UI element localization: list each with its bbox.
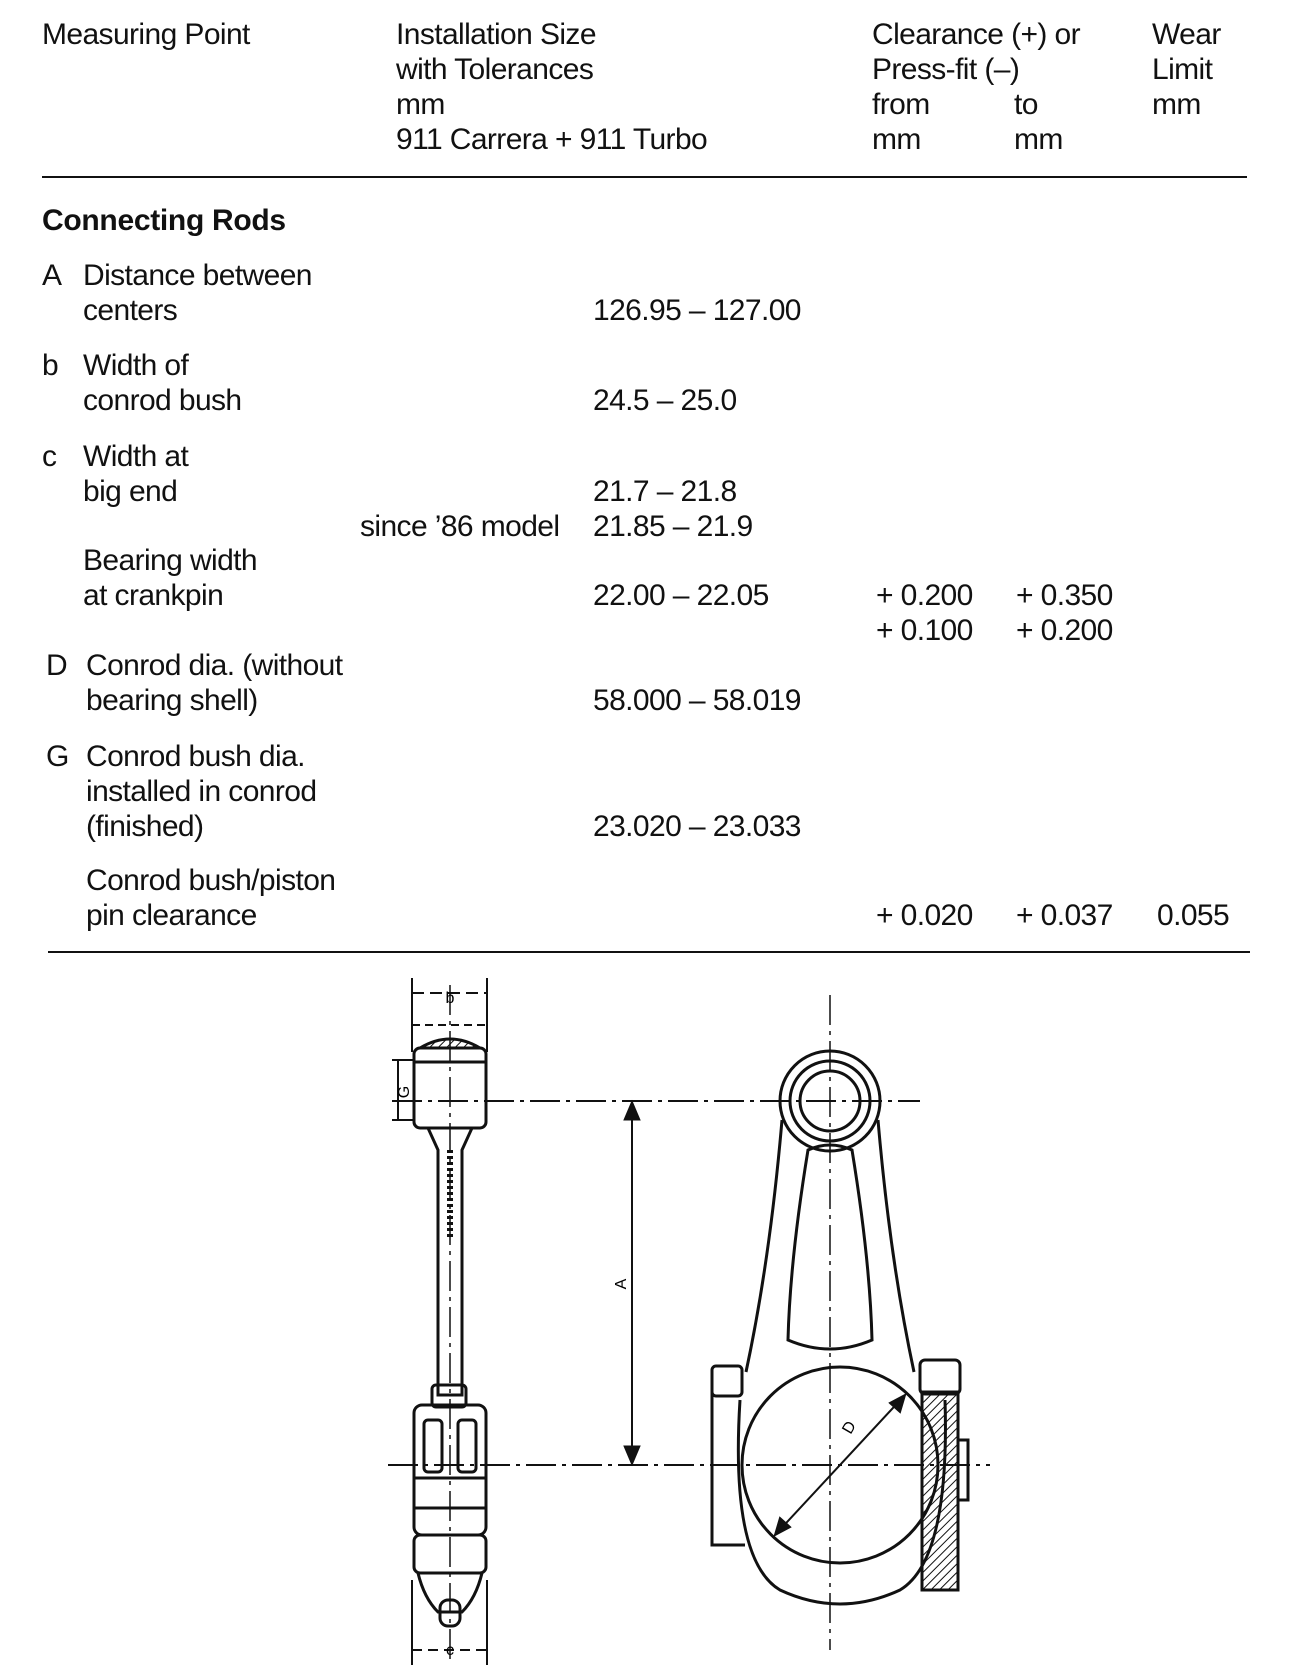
row-b-letter: b	[42, 349, 59, 382]
row-a-desc-1: Distance between	[83, 259, 312, 292]
row-bearing-to-1: + 0.350	[1016, 579, 1113, 612]
header-from: from	[872, 88, 930, 121]
row-c-letter: c	[42, 440, 57, 473]
row-g-desc-1: Conrod bush dia.	[86, 740, 305, 773]
row-c-desc-2: big end	[83, 475, 178, 508]
header-wear-3: mm	[1152, 88, 1201, 121]
fig-label-b: b	[445, 990, 455, 1007]
row-d-size: 58.000 – 58.019	[593, 684, 801, 717]
section-title: Connecting Rods	[42, 204, 286, 237]
row-c-desc-1: Width at	[83, 440, 189, 473]
fig-label-g: G	[396, 1085, 413, 1099]
row-d-desc-2: bearing shell)	[86, 684, 258, 717]
row-b-size: 24.5 – 25.0	[593, 384, 737, 417]
row-g-letter: G	[46, 740, 69, 773]
row-c-size: 21.7 – 21.8	[593, 475, 737, 508]
row-g-size: 23.020 – 23.033	[593, 810, 801, 843]
row-c-size2: 21.85 – 21.9	[593, 510, 753, 543]
header-to: to	[1014, 88, 1038, 121]
row-bearing-from-1: + 0.200	[876, 579, 973, 612]
header-wear-1: Wear	[1152, 18, 1221, 51]
fig-label-d: D	[839, 1418, 860, 1438]
row-g-desc-3: (finished)	[86, 810, 204, 843]
row-pin-desc-1: Conrod bush/piston	[86, 864, 336, 897]
row-a-desc-2: centers	[83, 294, 178, 327]
header-wear-2: Limit	[1152, 53, 1213, 86]
row-a-letter: A	[42, 259, 62, 292]
header-to-unit: mm	[1014, 123, 1063, 156]
row-d-desc-1: Conrod dia. (without	[86, 649, 343, 682]
row-c-note: since ’86 model	[360, 510, 560, 543]
front-view	[712, 1051, 968, 1604]
fig-label-a: A	[613, 1278, 630, 1290]
row-bearing-from-2: + 0.100	[876, 614, 973, 647]
row-bearing-to-2: + 0.200	[1016, 614, 1113, 647]
row-pin-desc-2: pin clearance	[86, 899, 257, 932]
row-bearing-size: 22.00 – 22.05	[593, 579, 769, 612]
row-a-size: 126.95 – 127.00	[593, 294, 801, 327]
row-d-letter: D	[46, 649, 68, 682]
row-b-desc-1: Width of	[83, 349, 189, 382]
header-installation-size-2: with Tolerances	[396, 53, 594, 86]
row-g-desc-2: installed in conrod	[86, 775, 317, 808]
row-pin-to: + 0.037	[1016, 899, 1113, 932]
row-b-desc-2: conrod bush	[83, 384, 242, 417]
row-bearing-desc-1: Bearing width	[83, 544, 257, 577]
row-pin-from: + 0.020	[876, 899, 973, 932]
header-from-unit: mm	[872, 123, 921, 156]
header-installation-size-1: Installation Size	[396, 18, 596, 51]
row-pin-wear: 0.055	[1157, 899, 1230, 932]
fig-label-c: c	[446, 1642, 454, 1659]
header-installation-size-3: mm	[396, 88, 445, 121]
header-clearance-2: Press-fit (–)	[872, 53, 1020, 86]
header-clearance-1: Clearance (+) or	[872, 18, 1080, 51]
row-bearing-desc-2: at crankpin	[83, 579, 224, 612]
header-installation-size-4: 911 Carrera + 911 Turbo	[396, 123, 708, 156]
side-view	[392, 978, 487, 1665]
header-measuring-point: Measuring Point	[42, 18, 250, 51]
